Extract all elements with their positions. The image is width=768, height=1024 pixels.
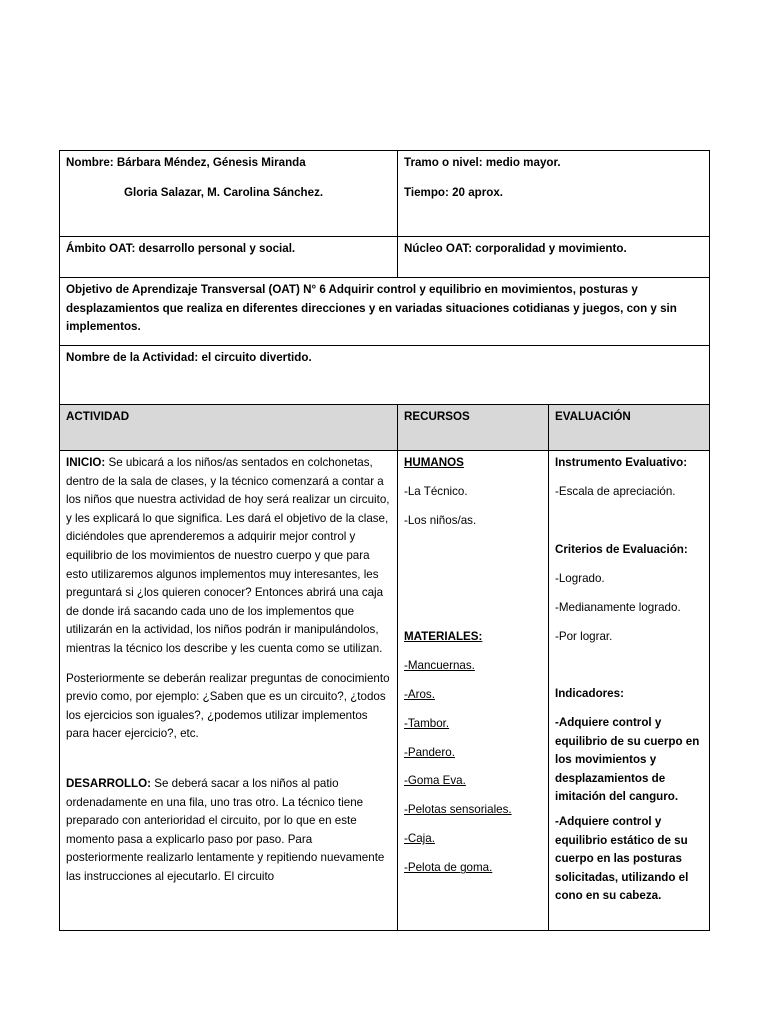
actividad-nombre-cell: Nombre de la Actividad: el circuito divertido. — [60, 346, 710, 405]
criterio-item: -Logrado. — [555, 571, 605, 585]
material-item: -Tambor. — [404, 716, 450, 730]
desarrollo-text: Se deberá sacar a los niños al patio ordenadamente en una fila, uno tras otro. La técnico tiene preparado con anterioridad el circuito, por lo que en este momento pasa a explicarlo paso por paso. Para posteriormente realizarlo lentamente y repitiendo nuevamente las instrucciones al ejecutarlo. El circuito — [66, 776, 385, 883]
desarrollo-paragraph — [66, 775, 391, 887]
content-row — [60, 451, 710, 931]
column-header-row — [60, 405, 710, 451]
instrumento-title: Instrumento Evaluativo: — [555, 456, 688, 469]
lesson-plan-table — [59, 150, 710, 931]
nucleo-cell: Núcleo OAT: corporalidad y movimiento. — [398, 237, 710, 278]
material-item: -Aros. — [404, 687, 435, 701]
humanos-item: -La Técnico. — [404, 484, 468, 498]
objetivo-cell: Objetivo de Aprendizaje Transversal (OAT) N° 6 Adquirir control y equilibrio en movimientos, posturas y desplazamientos que realiza en diferentes direcciones y en variadas situaciones cotidianas y juegos, con y sin implementos. — [60, 278, 710, 346]
instrumento-text: -Escala de apreciación. — [555, 484, 676, 498]
inicio-paragraph — [66, 454, 391, 659]
humanos-title: HUMANOS — [404, 456, 464, 469]
indicadores-title: Indicadores: — [555, 687, 624, 701]
desarrollo-label: DESARROLLO: — [66, 776, 152, 790]
material-item: -Caja. — [404, 832, 435, 846]
materiales-title: MATERIALES: — [404, 629, 483, 643]
tiempo-text: Tiempo: 20 aprox. — [404, 185, 504, 199]
actividad-cell — [60, 451, 398, 931]
oat-row — [60, 237, 710, 278]
criterio-item: -Por lograr. — [555, 629, 613, 643]
inicio-text: Se ubicará a los niños/as sentados en colchonetas, dentro de la sala de clases, y la técnico comenzará a contar a los niños que nuestra actividad de hoy será realizar un circuito, y les explicará lo que significa. Les dará el objetivo de la clase, diciéndoles que aprenderemos a adquirir mejor control y equilibrio de los movimientos de nuestro cuerpo y que para esto utilizaremos algunos implementos muy interesantes, les preguntará si ¿los quieren conocer? Entonces abrirá una caja de donde irá sacando cada uno de los implementos que utilizarán en la actividad, los niños podrán ir manipulándolos, mientras la técnico los describe y les cuenta como se utilizan. — [66, 456, 390, 655]
header-row — [60, 151, 710, 237]
material-item: -Mancuernas. — [404, 658, 475, 672]
ambito-cell: Ámbito OAT: desarrollo personal y social. — [60, 237, 398, 278]
recursos-cell — [398, 451, 549, 931]
actividad-nombre-row — [60, 346, 710, 405]
humanos-item: -Los niños/as. — [404, 513, 477, 527]
tramo-text: Tramo o nivel: medio mayor. — [404, 156, 561, 169]
criterio-item: -Medianamente logrado. — [555, 600, 681, 614]
tramo-cell — [398, 151, 710, 237]
criterios-title: Criterios de Evaluación: — [555, 542, 688, 556]
evaluacion-cell — [549, 451, 710, 931]
posteriormente-paragraph: Posteriormente se deberán realizar preguntas de conocimiento previo como, por ejemplo: ¿Saben que es un circuito?, ¿todos los ejercicios son iguales?, ¿podemos utilizar implementos para hacer ejercicio?, etc. — [66, 671, 390, 741]
col-recursos-header: RECURSOS — [398, 405, 549, 451]
indicador-item: -Adquiere control y equilibrio estático de su cuerpo en las posturas solicitadas, utilizando el cono en su cabeza. — [555, 815, 689, 903]
objetivo-row — [60, 278, 710, 346]
nombre-cell — [60, 151, 398, 237]
col-actividad-header: ACTIVIDAD — [60, 405, 398, 451]
material-item: -Pelotas sensoriales. — [404, 803, 512, 817]
nombre-line1: Bárbara Méndez, Génesis Miranda — [116, 156, 306, 169]
indicador-item: -Adquiere control y equilibrio de su cuerpo en los movimientos y desplazamientos de imitación del canguro. — [555, 716, 700, 804]
material-item: -Pandero. — [404, 745, 455, 759]
material-item: -Pelota de goma. — [404, 861, 493, 875]
material-item: -Goma Eva. — [404, 774, 466, 788]
nombre-label: Nombre: — [66, 156, 114, 169]
col-evaluacion-header: EVALUACIÓN — [549, 405, 710, 451]
inicio-label: INICIO: — [66, 456, 106, 469]
nombre-line2: Gloria Salazar, M. Carolina Sánchez. — [124, 185, 324, 199]
